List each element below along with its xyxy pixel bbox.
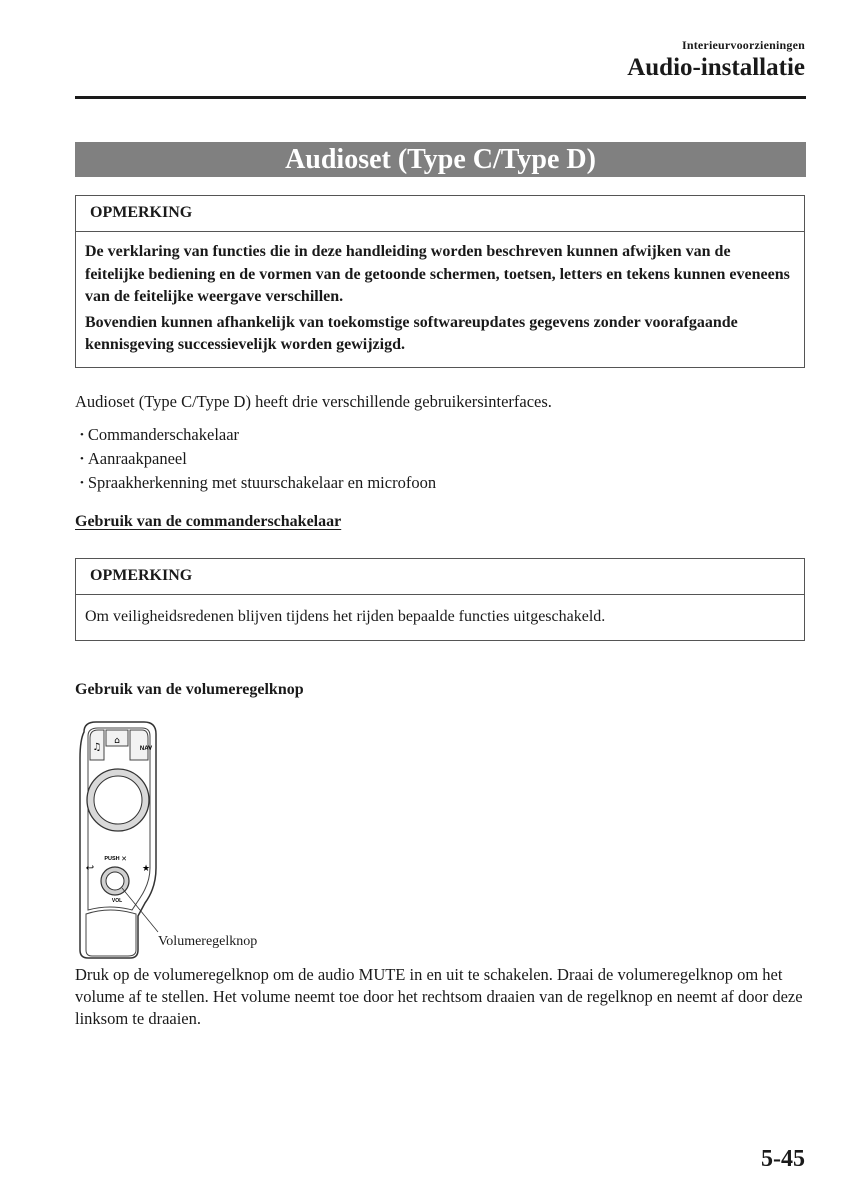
page-number: 5-45 [761, 1146, 805, 1172]
nav-button [130, 730, 148, 760]
note-paragraph: Bovendien kunnen afhankelijk van toekomstige softwareupdates gegevens zonder voorafgaande kennisgeving successievelijk worden gewijzigd. [85, 313, 738, 353]
chapter-title: Audio-installatie [627, 54, 805, 81]
vol-label: VOL [111, 898, 123, 904]
volume-knob-callout: Volumeregelknop [158, 934, 258, 949]
back-icon: ↩ [85, 863, 95, 874]
subheading-commander: Gebruik van de commanderschakelaar [75, 513, 342, 530]
list-item: • Commanderschakelaar [80, 424, 436, 448]
section-header: Interieurvoorzieningen [681, 38, 805, 52]
note-paragraph: Om veiligheidsredenen blijven tijdens het rijden bepaalde functies uitgeschakeld. [85, 608, 606, 625]
note-heading: OPMERKING [76, 559, 804, 595]
nav-label: NAV [139, 746, 153, 752]
body-paragraph: Druk op de volumeregelknop om de audio MUTE in en uit te schakelen. Draai de volumeregelknop om het volume af te stellen. Het volume neemt toe door het rechtsom draaien van de regelknop en neemt af door deze linksom te draaien. [75, 965, 803, 1028]
list-item: • Aanraakpaneel [80, 448, 436, 472]
note-box-1 [75, 195, 805, 368]
interface-list [80, 424, 436, 496]
note-heading: OPMERKING [76, 196, 804, 232]
list-item: • Spraakherkenning met stuurschakelaar en microfoon [80, 472, 436, 496]
palm-rest [86, 910, 136, 956]
commander-knob [94, 776, 142, 824]
header-rule [75, 96, 806, 99]
home-icon: ⌂ [114, 736, 120, 746]
note-box-2 [75, 558, 805, 641]
volume-knob [106, 872, 124, 890]
star-icon: ★ [141, 864, 151, 874]
mute-icon: ✕ [121, 855, 127, 863]
commander-switch-illustration [70, 718, 300, 963]
push-label: PUSH [104, 856, 120, 862]
note-paragraph: De verklaring van functies die in deze handleiding worden beschreven kunnen afwijken van de feitelijke bediening en de vormen van de getoonde schermen, toetsen, letters en tekens kunnen eveneens van de feitelijke weergave verschillen. [85, 243, 790, 305]
intro-text: Audioset (Type C/Type D) heeft drie verschillende gebruikersinterfaces. [75, 392, 552, 411]
page-title: Audioset (Type C/Type D) [75, 142, 806, 177]
music-icon: ♫ [92, 742, 102, 753]
subheading-volume: Gebruik van de volumeregelknop [75, 681, 304, 698]
